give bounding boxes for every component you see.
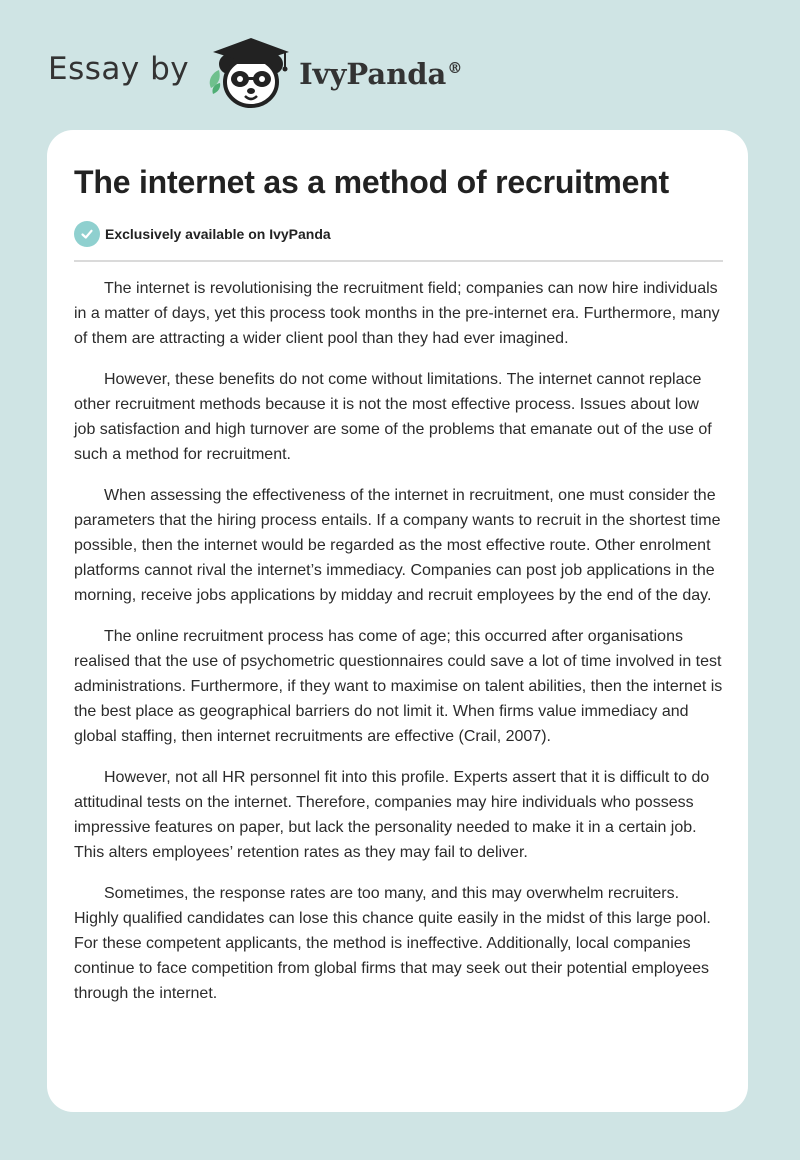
brand-header [48, 34, 462, 110]
essay-title: The internet as a method of recruitment [74, 164, 669, 200]
brand-prefix: Essay by [48, 51, 190, 87]
paragraph: The internet is revolutionising the recruitment field; companies can now hire individuals in a matter of days, yet this process took months in the pre-internet era. Furthermore, many of them are attracting a wider client pool than they had ever imagined. [74, 280, 720, 347]
divider [74, 260, 723, 262]
exclusive-badge [74, 221, 331, 247]
paragraph: However, these benefits do not come without limitations. The internet cannot replace other recruitment methods because it is not the most effective process. Issues about low job satisfaction and high turnover are some of the problems that emanate out of the use of such a method for recruitment. [74, 371, 712, 463]
paragraph: When assessing the effectiveness of the internet in recruitment, one must consider the parameters that the hiring process entails. If a company wants to recruit in the shortest time possible, then the internet would be regarded as the most effective route. Other enrolment platforms cannot rival the internet’s immediacy. Companies can post job applications in the morning, receive jobs applications by midday and recruit employees by the end of the day. [74, 487, 721, 604]
registered-mark: ® [447, 59, 463, 78]
check-icon [74, 221, 100, 247]
brand-name[interactable]: IvyPanda® [299, 57, 463, 91]
paragraph: The online recruitment process has come of age; this occurred after organisations realised that the use of psychometric questionnaires could save a lot of time involved in test administrations. Furthermore, if they want to maximise on talent abilities, then the internet is the best place as geographical barriers do not limit it. When firms value immediacy and global staffing, then internet recruitments are effective (Crail, 2007). [74, 628, 723, 745]
badge-text: Exclusively available on IvyPanda [105, 226, 331, 242]
panda-logo-icon[interactable] [205, 34, 297, 110]
essay-card [47, 130, 748, 1112]
paragraph: Sometimes, the response rates are too many, and this may overwhelm recruiters. Highly qualified candidates can lose this chance quite easily in the midst of this large pool. For these competent applicants, the method is ineffective. Additionally, local companies continue to face competition from global firms that may seek out their potential employees through the internet. [74, 885, 711, 1002]
paragraph: However, not all HR personnel fit into this profile. Experts assert that it is difficult to do attitudinal tests on the internet. Therefore, companies may hire individuals who possess impressive features on paper, but lack the personality needed to make it in a certain job. This alters employees’ retention rates as they may fail to deliver. [74, 769, 710, 861]
essay-body [74, 276, 724, 1022]
